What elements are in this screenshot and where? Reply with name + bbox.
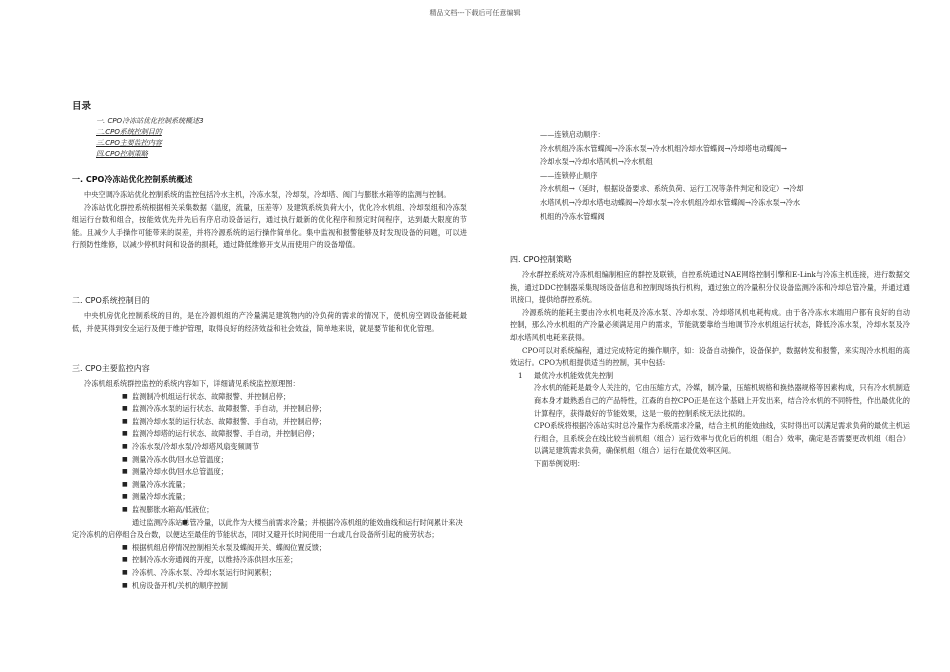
strategy-item-1-paragraph-2: CPO系统将根据冷冻站实时总冷量作为系统需求冷量，结合主机的能效曲线，实时得出可以满足需求负荷的最优主机运行组合，且系统会在线比较当前机组（组合）运行效率与优化后的机组（组合）效率，确定是否需要更改机组（组合）以满足建筑需求负荷，确保机组（组合）运行在最优效率区间。 [534,421,910,456]
section-3-body [72,378,467,592]
monitor-bullet: ■ 测量冷却水流量； [72,491,467,504]
interlock-sequence [510,128,910,223]
section-3-intro: 冷冻机组系统群控监控的系统内容如下，详细请见系统监控原理图： [84,379,300,388]
control-bullet: ■ 机房设备开机/关机的顺序控制 [72,580,467,593]
toc-list [72,116,467,160]
monitor-bullet: ■ 监测冷却水泵的运行状态、故障报警、手自动，并控制启停； [72,416,467,429]
start-sequence-line: 冷水机组冷冻水管蝶阀→冷冻水泵→冷水机组冷却水管蝶阀→冷却塔电动蝶阀→ [540,143,787,153]
monitor-bullet: ■ 监测冷却塔的运行状态、故障报警、手自动，并控制启停； [72,428,467,441]
section-4-paragraph-2: 冷源系统的能耗主要由冷水机电耗及冷冻水泵、冷却水泵、冷却塔风机电耗构成。由于各冷冻水末端用户都有良好的自动控制，那么冷水机组的产冷量必须满足用户的需求，节能就要靠给当地调节冷水机组运行状态，降低冷冻水泵，冷却水泵及冷却水塔风机电耗来获得。 [510,307,910,342]
control-bullet: ■ 控制冷冻水旁通阀的开度，以维持冷冻供回水压差； [72,554,467,567]
start-sequence-title: ——连锁启动顺序： [540,130,605,139]
section-1-heading: 一. CPO冷冻站优化控制系统概述 [72,175,193,184]
stop-sequence-line: 机组的冷冻水管蝶阀 [540,211,605,221]
monitor-bullet: ■ 冷冻水泵/冷却水泵/冷却塔风扇变频调节 [72,441,467,454]
strategy-item-1-paragraph-1: 冷水机的能耗是最令人关注的，它由压缩方式，冷媒，制冷量，压缩机规格和换热器规格等因素构成，只有冷水机制造商本身才最熟悉自己的产品特性，江森的自控CPO正是在这个基础上开发出来，结合冷水机的不同特性，作出最优化的计算程序，获得最好的节能效果，这是一般的控制系统无法比拟的。 [534,383,910,418]
strategy-item-1-title [510,370,910,383]
monitor-bullet: ■ 监测制冷机组运行状态、故障报警、并控制启停； [72,391,467,404]
stop-sequence-line: 冷水机组→（延时，根据设备要求、系统负荷、运行工况等条件判定和设定）→冷却 [540,184,804,194]
section-2-heading: 二. CPO系统控制目的 [72,296,150,305]
monitor-bullet: ■ 测量冷却水供/回水总管温度； [72,466,467,479]
section-2-paragraph-1: 中央机房优化控制系统的目的，是在冷源机组的产冷量满足建筑物内的冷负荷的需求的情况下，使机房空调设备能耗最低，并使其得到安全运行及便于维护管理，取得良好的经济效益和社会效益，简单地来说，就是要节能和优化管理。 [72,311,467,333]
section-4-heading: 四. CPO控制策略 [510,255,572,264]
monitor-bullet: ■ 监视膨胀水箱高/低液位； [72,504,467,517]
control-bullet: ■ 冷冻机、冷冻水泵、冷却水泵运行时间累积； [72,567,467,580]
toc-item-4[interactable]: 四.CPO控制策略 [96,150,148,158]
section-1-paragraph-2: 冷冻站优化群控系统根据相关采集数据（温度，流量，压差等）及建筑系统负荷大小，优化冷水机组、冷却泵组和冷冻泵组运行台数和组合，按能效优先并先后有序启动设备运行，通过执行最新的优化程序和预定时间程序，达到最大限度的节能。且减少人手操作可能带来的误差，并将冷源系统的运行操作简单化。集中监视和报警能够及时发现设备的问题，可以进行预防性维修，以减少停机时间和设备的损耗，通过降低维修开支从而使用户的设备增值。 [72,202,467,250]
monitor-bullet: ■ 监测冷冻水泵的运行状态、故障报警、手自动，并控制启停； [72,403,467,416]
section-4-body [510,269,910,471]
strategy-item-number: 1 [518,370,523,380]
monitor-bullet-wrapped: ■ 通过监测冷冻站总管冷量，以此作为大楼当前需求冷量；并根据冷冻机组的能效曲线和运行时间累计来决定冷冻机的启停组合及台数，以便达至最佳的节能状态，同时又避开长时间使用一台或几台设备所引起的疲劳状态； [72,517,467,542]
stop-sequence-title: ——连锁停止顺序 [540,170,598,180]
section-1-paragraph-1: 中央空调冷冻站优化控制系统的监控包括冷水主机，冷冻水泵，冷却泵，冷却塔、阀门与膨胀水箱等的监测与控制。 [84,190,451,199]
section-3-heading: 三. CPO主要监控内容 [72,364,150,373]
monitor-bullet: ■ 测量冷冻水供/回水总管温度； [72,454,467,467]
strategy-item-1-paragraph-3: 下面举例说明： [534,458,585,468]
toc-title: 目录 [72,101,92,112]
stop-sequence-line: 水塔风机→冷却水塔电动蝶阀→冷却水泵→冷水机组冷却水管蝶阀→冷冻水泵→冷水 [540,197,801,207]
start-sequence-line: 冷却水泵→冷却水塔风机→冷水机组 [540,157,653,167]
control-bullet: ■ 根据机组启停情况控制相关水泵及蝶阀开关、蝶阀位置反馈； [72,542,467,555]
toc-item-1[interactable]: 一. CPO冷冻站优化控制系统概述3 [96,117,204,125]
section-1-body [72,189,467,252]
monitor-bullet: ■ 测量冷冻水流量； [72,479,467,492]
page-header: 精品文档---下载后可任意编辑 [429,9,521,17]
toc-item-2[interactable]: 二.CPO系统控制目的 [96,128,162,136]
section-2-body [72,310,467,335]
toc-item-3[interactable]: 三.CPO主要监控内容 [96,139,162,147]
section-4-paragraph-3: CPO可以对系统编程，通过完成特定的操作顺序，如：设备自动操作，设备保护，数据转发和报警，来实现冷水机组的高效运行。CPO为机组提供适当的控制，其中包括: [510,345,910,368]
strategy-item-title: 最优冷水机能效优先控制 [534,370,614,380]
section-4-paragraph-1: 冷水群控系统对冷冻机组编制相应的群控及联锁，自控系统通过NAE网络控制引擎和E-Link与冷冻主机连接，进行数据交换，通过DDC控制器采集现场设备信息和控制现场执行机构，通过独立的冷量积分仪设备监测冷冻和冷却总管冷量，并通过通讯接口，提供给群控系统。 [510,270,910,305]
